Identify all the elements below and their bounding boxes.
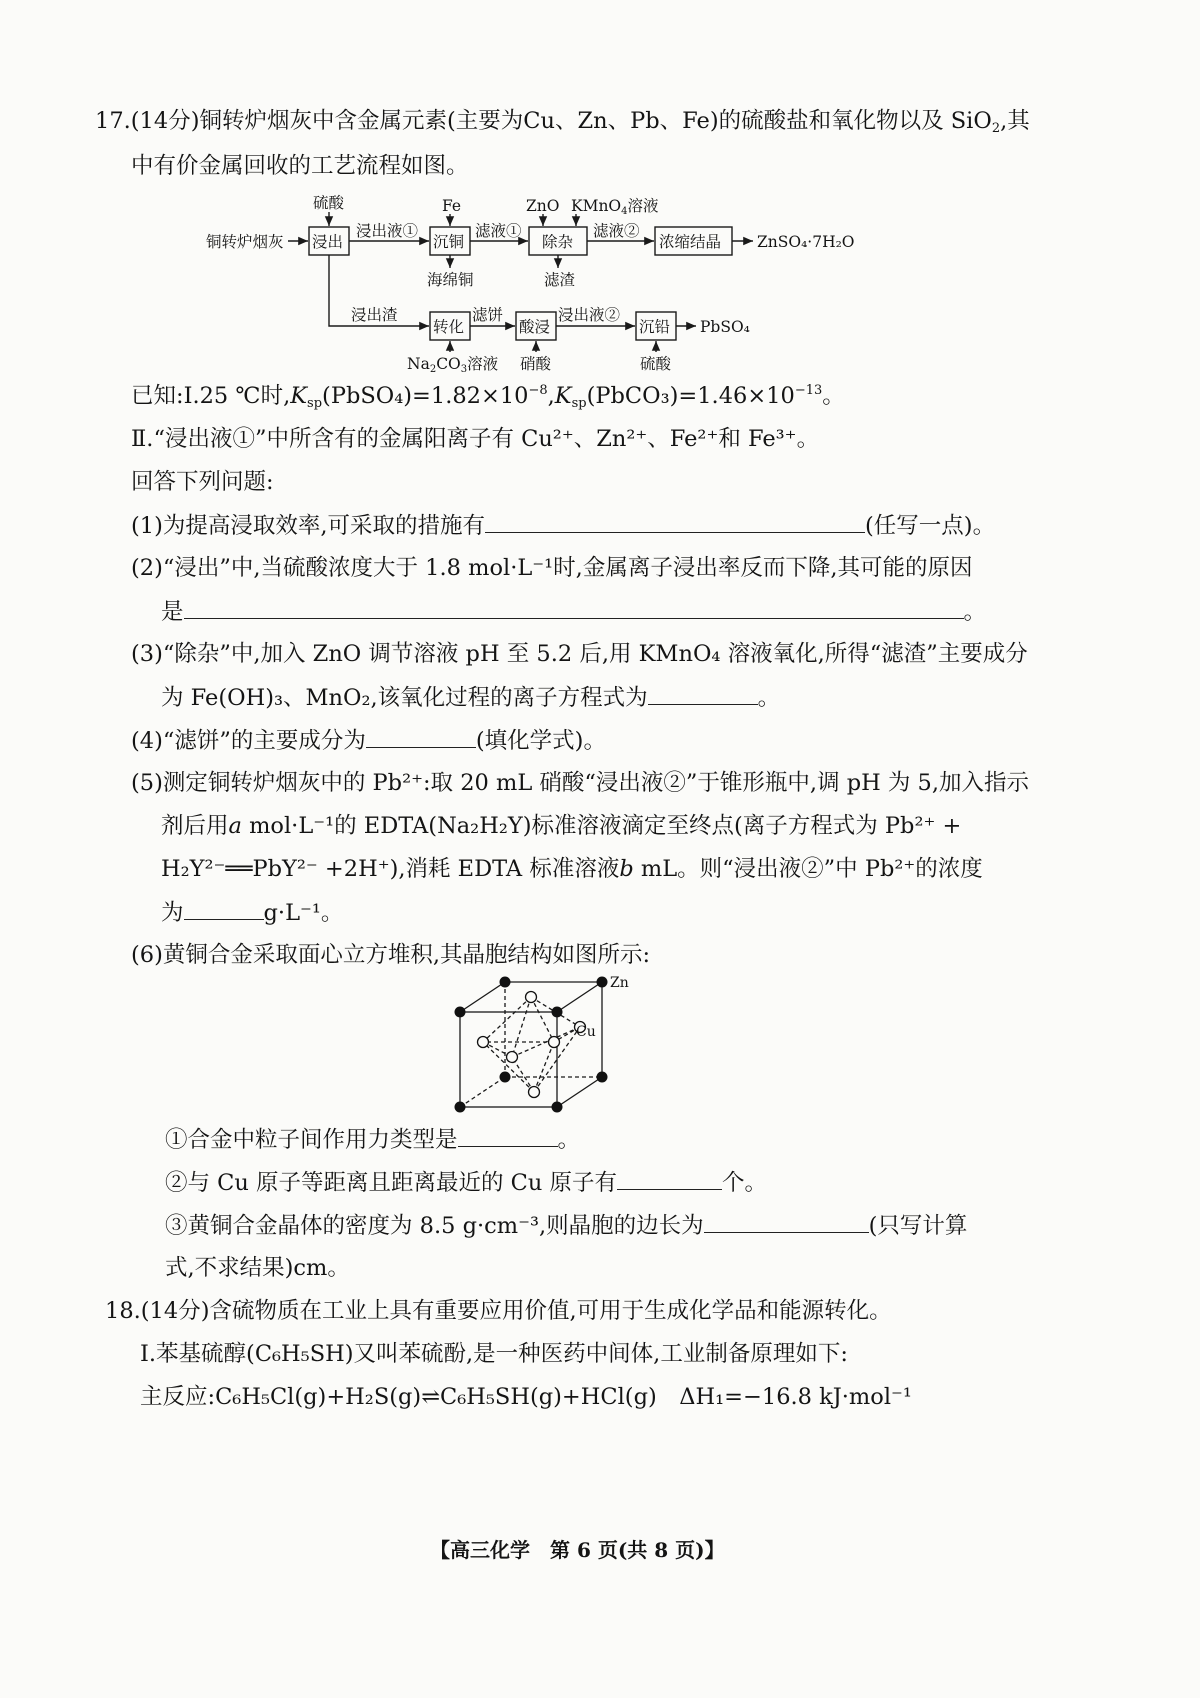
nitric-label: 硝酸 — [520, 355, 552, 373]
answer-blank-2[interactable] — [184, 600, 964, 619]
raw-material-label: 铜转炉烟灰 — [206, 233, 284, 251]
process-flow-diagram — [0, 0, 1200, 420]
fe-label: Fe — [442, 197, 462, 215]
leach-label: 浸出 — [312, 233, 344, 251]
q18-main-reaction: 主反应:C₆H₅Cl(g)+H₂S(g)⇌C₆H₅SH(g)+HCl(g) ΔH₁=−16.8 kJ·mol⁻¹ — [140, 1384, 912, 1410]
part-5-line1: (5)测定铜转炉烟灰中的 Pb²⁺:取 20 mL 硝酸“浸出液②”于锥形瓶中,调 pH 为 5,加入指示 — [131, 770, 1030, 796]
part-6-2: ②与 Cu 原子等距离且距离最近的 Cu 原子有 个。 — [165, 1170, 768, 1196]
answer-blank-5[interactable] — [184, 901, 264, 920]
part-2-line2: 是 。 — [161, 599, 987, 625]
leachate2-label: 浸出液② — [558, 306, 621, 324]
cu-precip-label: 沉铜 — [433, 233, 465, 251]
part-2-line1: (2)“浸出”中,当硫酸浓度大于 1.8 mol·L⁻¹时,金属离子浸出率反而下降,其可能的原因 — [131, 555, 973, 581]
zno-label: ZnO — [526, 197, 560, 215]
purify-label: 除杂 — [542, 233, 574, 251]
sponge-cu-label: 海绵铜 — [427, 271, 474, 289]
crystallize-label: 浓缩结晶 — [659, 233, 722, 251]
znso4-product-label: ZnSO₄·7H₂O — [757, 233, 855, 251]
answer-blank-6-3[interactable] — [704, 1214, 869, 1233]
part-4: (4)“滤饼”的主要成分为 (填化学式)。 — [131, 728, 606, 754]
answer-blank-6-2[interactable] — [617, 1171, 722, 1190]
filtrate1-label: 滤液① — [475, 222, 522, 240]
answer-blank-6-1[interactable] — [458, 1128, 558, 1147]
known-condition-1: 已知:Ⅰ.25 ℃时$,K_{sp}(PbSO_4)=1.82\times 10^{-8},K_{sp}(PbCO_3)=1.46\times 10^{-13}$。 — [131, 383, 845, 411]
part-3-line1: (3)“除杂”中,加入 ZnO 调节溶液 pH 至 5.2 后,用 KMnO₄ 溶液氧化,所得“滤渣”主要成分 — [131, 641, 1028, 667]
cu-atom-label: Cu — [576, 1024, 596, 1040]
leach-residue-label: 浸出渣 — [351, 306, 398, 324]
answer-blank-1[interactable] — [485, 514, 865, 533]
leach-reagent-label: 硫酸 — [313, 194, 345, 212]
na2co3-label: Na2CO3溶液 — [407, 355, 499, 375]
pb-precip-label: 沉铅 — [639, 318, 671, 336]
q17-header: 17.(14分)铜转炉烟灰中含金属元素(主要为Cu、Zn、Pb、Fe)的硫酸盐和氧化物以及 SiO$_2$,其 — [95, 108, 1030, 136]
filtrate2-label: 滤液② — [593, 222, 640, 240]
part-5-line2: 剂后用a mol·L⁻¹的 EDTA(Na₂H₂Y)标准溶液滴定至终点(离子方程式为 Pb²⁺ + — [161, 813, 962, 839]
answer-intro: 回答下列问题: — [131, 469, 274, 495]
residue-label: 滤渣 — [544, 271, 576, 289]
q17-header-line2: 中有价金属回收的工艺流程如图。 — [131, 153, 469, 179]
part-1: (1)为提高浸取效率,可采取的措施有 (任写一点)。 — [131, 513, 996, 539]
part-5-line3: H₂Y²⁻══PbY²⁻ +2H⁺),消耗 EDTA 标准溶液b mL。则“浸出液②”中 Pb²⁺的浓度 — [161, 856, 983, 882]
part-3-line2: 为 Fe(OH)₃、MnO₂,该氧化过程的离子方程式为 。 — [161, 685, 781, 711]
q18-header: 18.(14分)含硫物质在工业上具有重要应用价值,可用于生成化学品和能源转化。 — [105, 1298, 892, 1324]
convert-label: 转化 — [433, 318, 465, 336]
kmno4-label: KMnO4溶液 — [571, 197, 659, 217]
part-5-line4: 为 g·L⁻¹。 — [161, 900, 344, 926]
leachate1-label: 浸出液① — [356, 222, 419, 240]
pbso4-product-label: PbSO₄ — [700, 318, 750, 336]
known-condition-2: Ⅱ.“浸出液①”中所含有的金属阳离子有 Cu²⁺、Zn²⁺、Fe²⁺和 Fe³⁺。 — [131, 426, 820, 452]
filter-cake-label: 滤饼 — [472, 306, 504, 324]
q18-intro: Ⅰ.苯基硫醇(C₆H₅SH)又叫苯硫酚,是一种医药中间体,工业制备原理如下: — [140, 1341, 848, 1367]
part-6-1: ①合金中粒子间作用力类型是 。 — [165, 1127, 581, 1153]
page-footer: 【高三化学 第 6 页(共 8 页)】 — [430, 1538, 725, 1562]
answer-blank-4[interactable] — [366, 729, 476, 748]
part-6: (6)黄铜合金采取面心立方堆积,其晶胞结构如图所示: — [131, 942, 651, 968]
sulfuric2-label: 硫酸 — [640, 355, 672, 373]
zn-atom-label: Zn — [610, 975, 629, 991]
part-6-3-cont: 式,不求结果)cm。 — [165, 1255, 350, 1281]
answer-blank-3[interactable] — [648, 686, 758, 705]
part-6-3: ③黄铜合金晶体的密度为 8.5 g·cm⁻³,则晶胞的边长为 (只写计算 — [165, 1213, 968, 1239]
unit-cell-diagram — [440, 970, 660, 1120]
acid-leach-label: 酸浸 — [519, 318, 551, 336]
